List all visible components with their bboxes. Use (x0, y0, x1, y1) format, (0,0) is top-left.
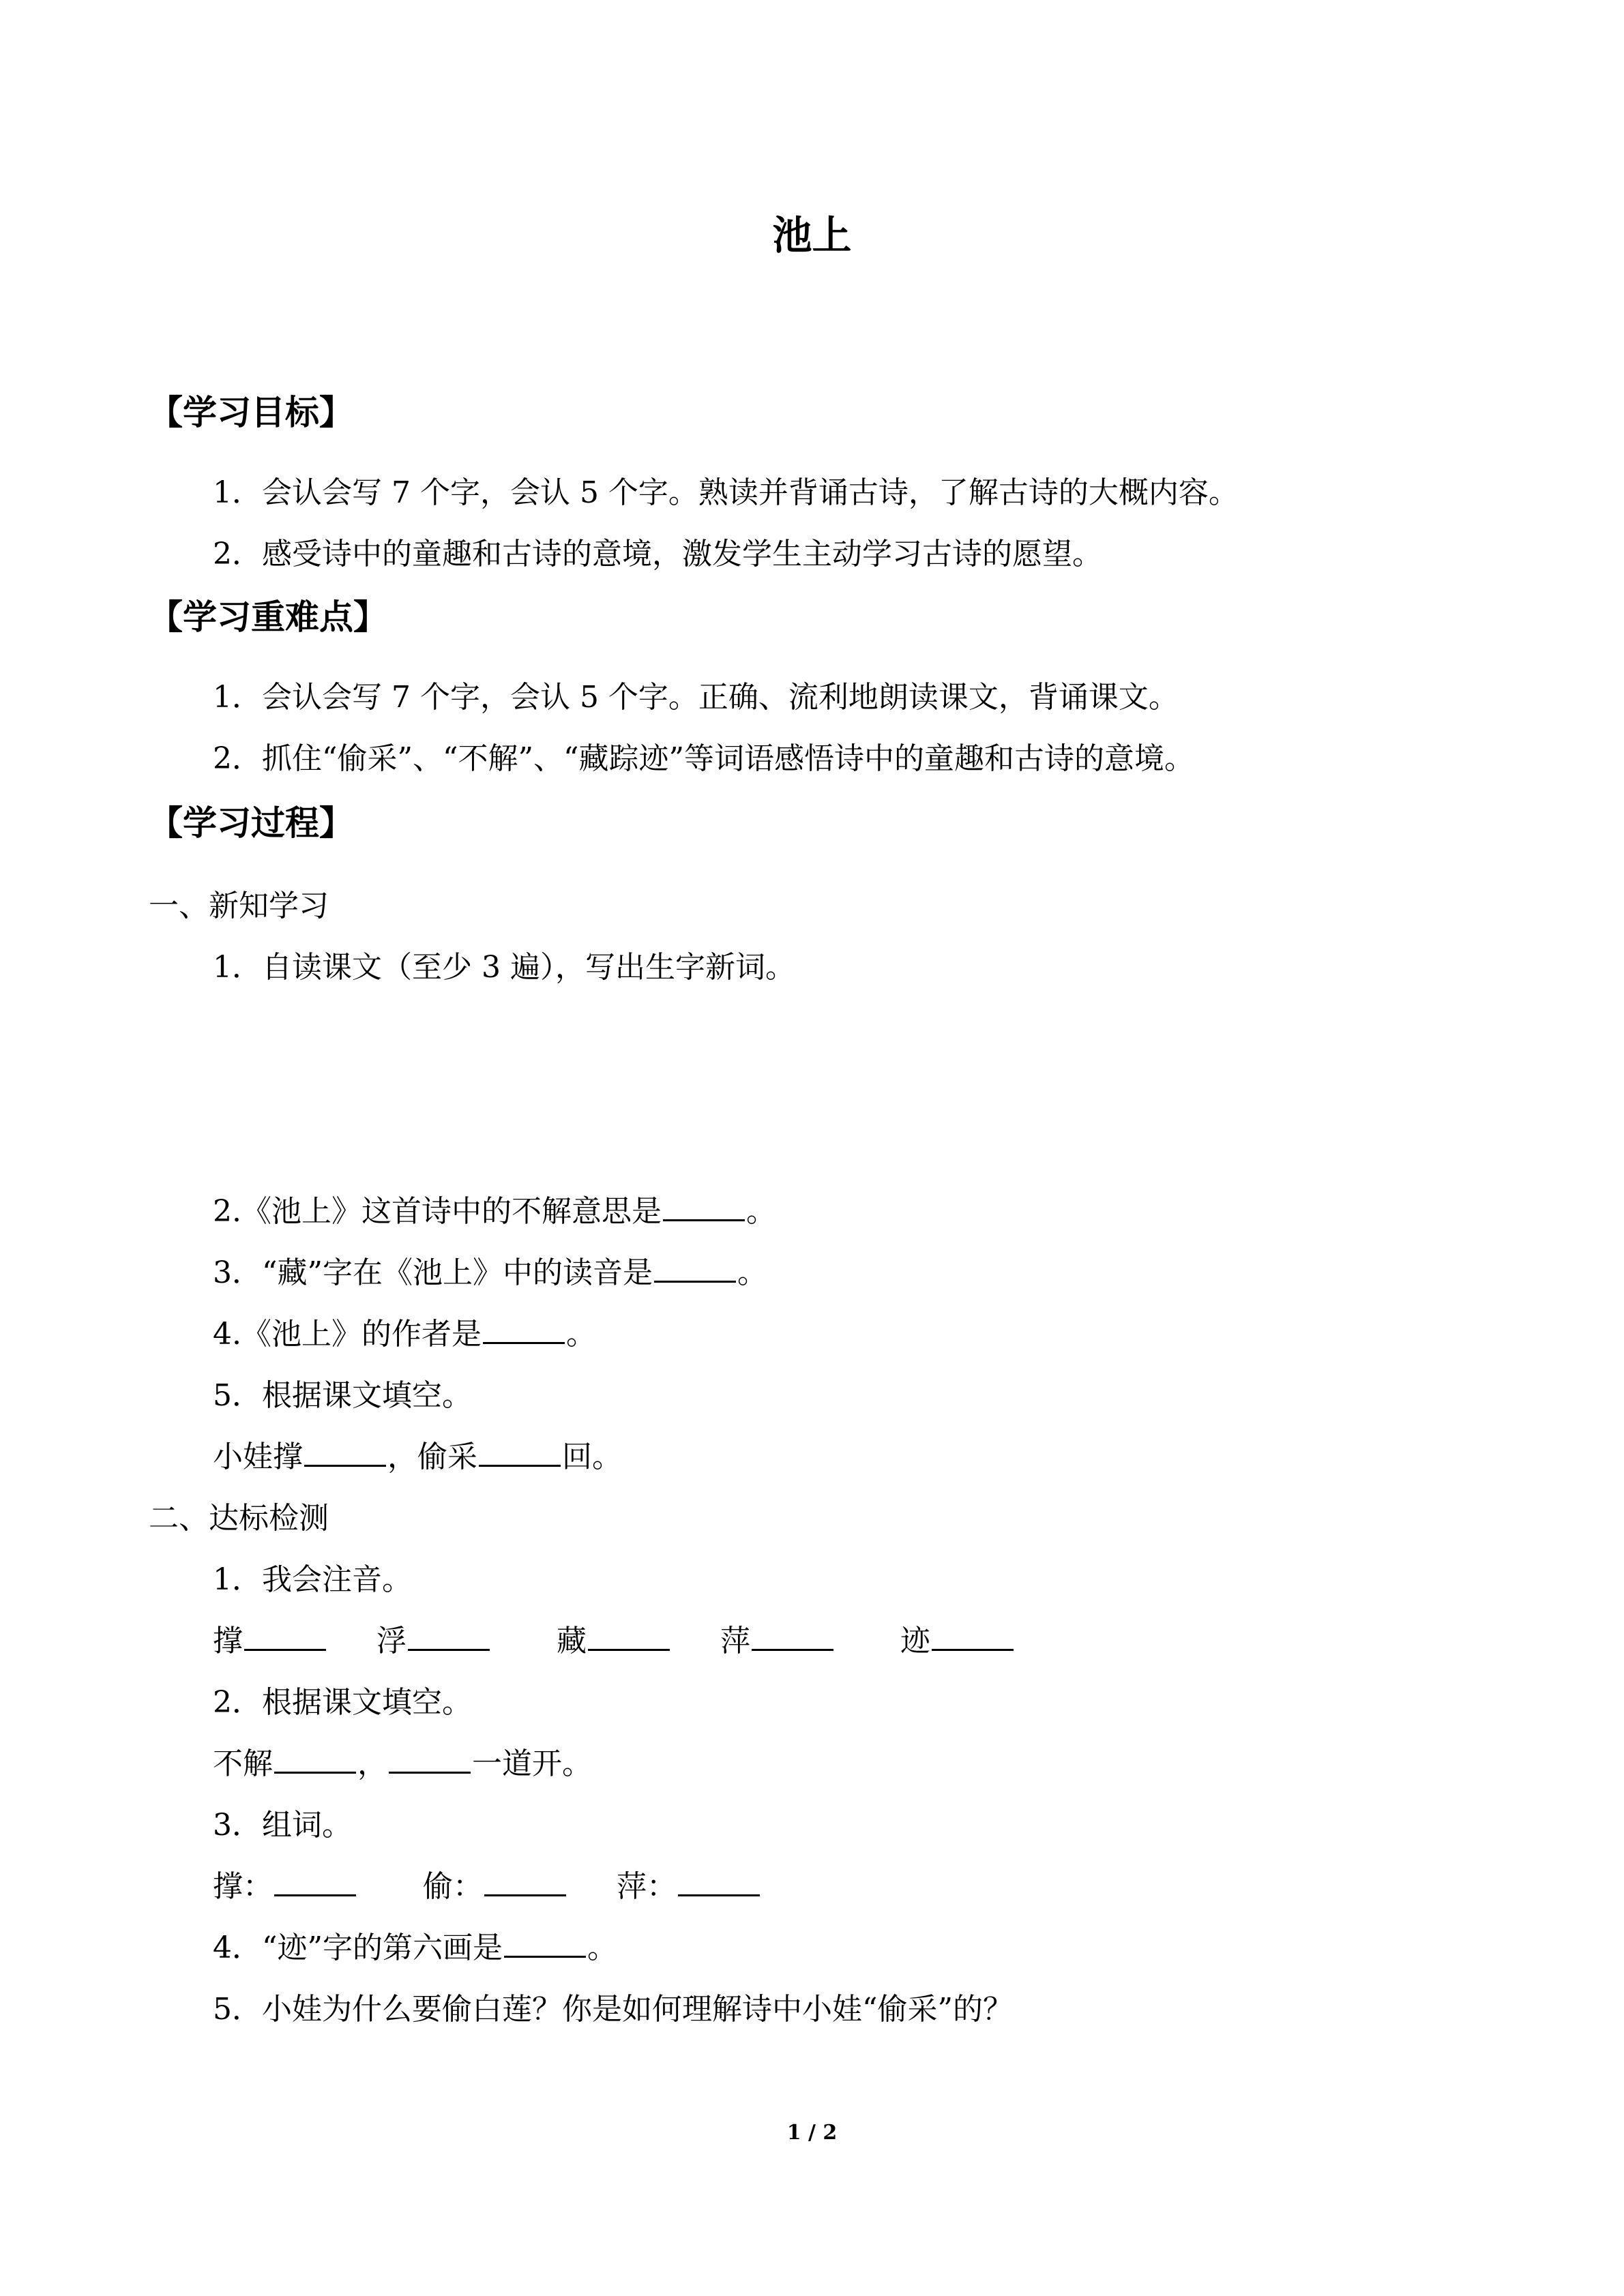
part2-q5: 5．小娃为什么要偷白莲？你是如何理解诗中小娃“偷采”的？ (213, 1992, 1013, 2027)
part1-q2-end: 。 (745, 1194, 776, 1229)
answer-blank[interactable] (244, 1648, 326, 1651)
pinyin-char: 迹 (900, 1624, 930, 1658)
part2-label: 二、达标检测 (149, 1501, 329, 1536)
goals-heading: 【学习目标】 (149, 393, 353, 432)
answer-blank[interactable] (484, 1894, 566, 1896)
word-char: 萍： (617, 1869, 677, 1904)
page-number: 1 / 2 (786, 2121, 838, 2145)
part2-q4-end: 。 (587, 1930, 617, 1965)
answer-blank[interactable] (408, 1648, 490, 1651)
answer-blank[interactable] (304, 1464, 386, 1467)
page-title: 池上 (772, 212, 852, 258)
answer-blank[interactable] (752, 1648, 833, 1651)
pinyin-char: 藏 (557, 1624, 587, 1658)
pinyin-char: 浮 (377, 1624, 407, 1658)
process-heading: 【学习过程】 (149, 803, 353, 843)
answer-blank[interactable] (479, 1464, 561, 1467)
fill-text: 一道开。 (472, 1746, 592, 1781)
part1-q3-text: 3．“藏”字在《池上》中的读音是 (213, 1255, 653, 1290)
part1-q4 (213, 1313, 596, 1356)
pinyin-row (213, 1620, 1015, 1663)
answer-blank[interactable] (678, 1894, 760, 1896)
answer-blank[interactable] (504, 1955, 586, 1958)
answer-blank[interactable] (663, 1219, 745, 1221)
keypoint-item-1: 1．会认会写 7 个字，会认 5 个字。正确、流利地朗读课文，背诵课文。 (213, 680, 1179, 715)
fill-text: ，偷采 (387, 1440, 477, 1474)
part1-q2 (213, 1191, 776, 1233)
part2-q4 (213, 1927, 617, 1969)
fill-text: ， (357, 1746, 387, 1781)
answer-blank[interactable] (588, 1648, 670, 1651)
part1-label: 一、新知学习 (149, 889, 329, 923)
pinyin-char: 萍 (720, 1624, 750, 1658)
answer-blank[interactable] (389, 1771, 471, 1774)
part1-q4-end: 。 (565, 1317, 596, 1352)
fill-text: 不解 (213, 1746, 273, 1781)
answer-blank[interactable] (932, 1648, 1014, 1651)
answer-blank[interactable] (483, 1341, 565, 1344)
pinyin-char: 撑 (213, 1624, 243, 1658)
part1-q2-text: 2.《池上》这首诗中的不解意思是 (213, 1194, 662, 1229)
part1-q5-fill (213, 1436, 622, 1478)
answer-blank[interactable] (274, 1894, 356, 1896)
part1-q3-end: 。 (737, 1255, 767, 1290)
keypoints-heading: 【学习重难点】 (149, 597, 387, 637)
word-row (213, 1866, 761, 1908)
goal-item-2: 2．感受诗中的童趣和古诗的意境，激发学生主动学习古诗的愿望。 (213, 537, 1102, 571)
word-char: 撑： (213, 1869, 273, 1904)
keypoint-item-2: 2．抓住“偷采”、“不解”、“藏踪迹”等词语感悟诗中的童趣和古诗的意境。 (213, 741, 1194, 776)
part1-q5: 5．根据课文填空。 (213, 1378, 472, 1413)
part1-q1: 1．自读课文（至少 3 遍），写出生字新词。 (213, 950, 795, 985)
part2-q2-fill (213, 1743, 592, 1785)
word-char: 偷： (423, 1869, 483, 1904)
answer-blank[interactable] (274, 1771, 356, 1774)
goal-item-1: 1．会认会写 7 个字，会认 5 个字。熟读并背诵古诗，了解古诗的大概内容。 (213, 475, 1239, 510)
fill-text: 小娃撑 (213, 1440, 303, 1474)
answer-blank[interactable] (654, 1280, 736, 1283)
part2-q3: 3．组词。 (213, 1808, 352, 1843)
part2-q4-text: 4．“迹”字的第六画是 (213, 1930, 503, 1965)
fill-text: 回。 (562, 1440, 622, 1474)
part2-q1: 1．我会注音。 (213, 1562, 412, 1597)
part2-q2: 2．根据课文填空。 (213, 1685, 472, 1720)
part1-q3 (213, 1252, 767, 1294)
part1-q4-text: 4.《池上》的作者是 (213, 1317, 482, 1352)
